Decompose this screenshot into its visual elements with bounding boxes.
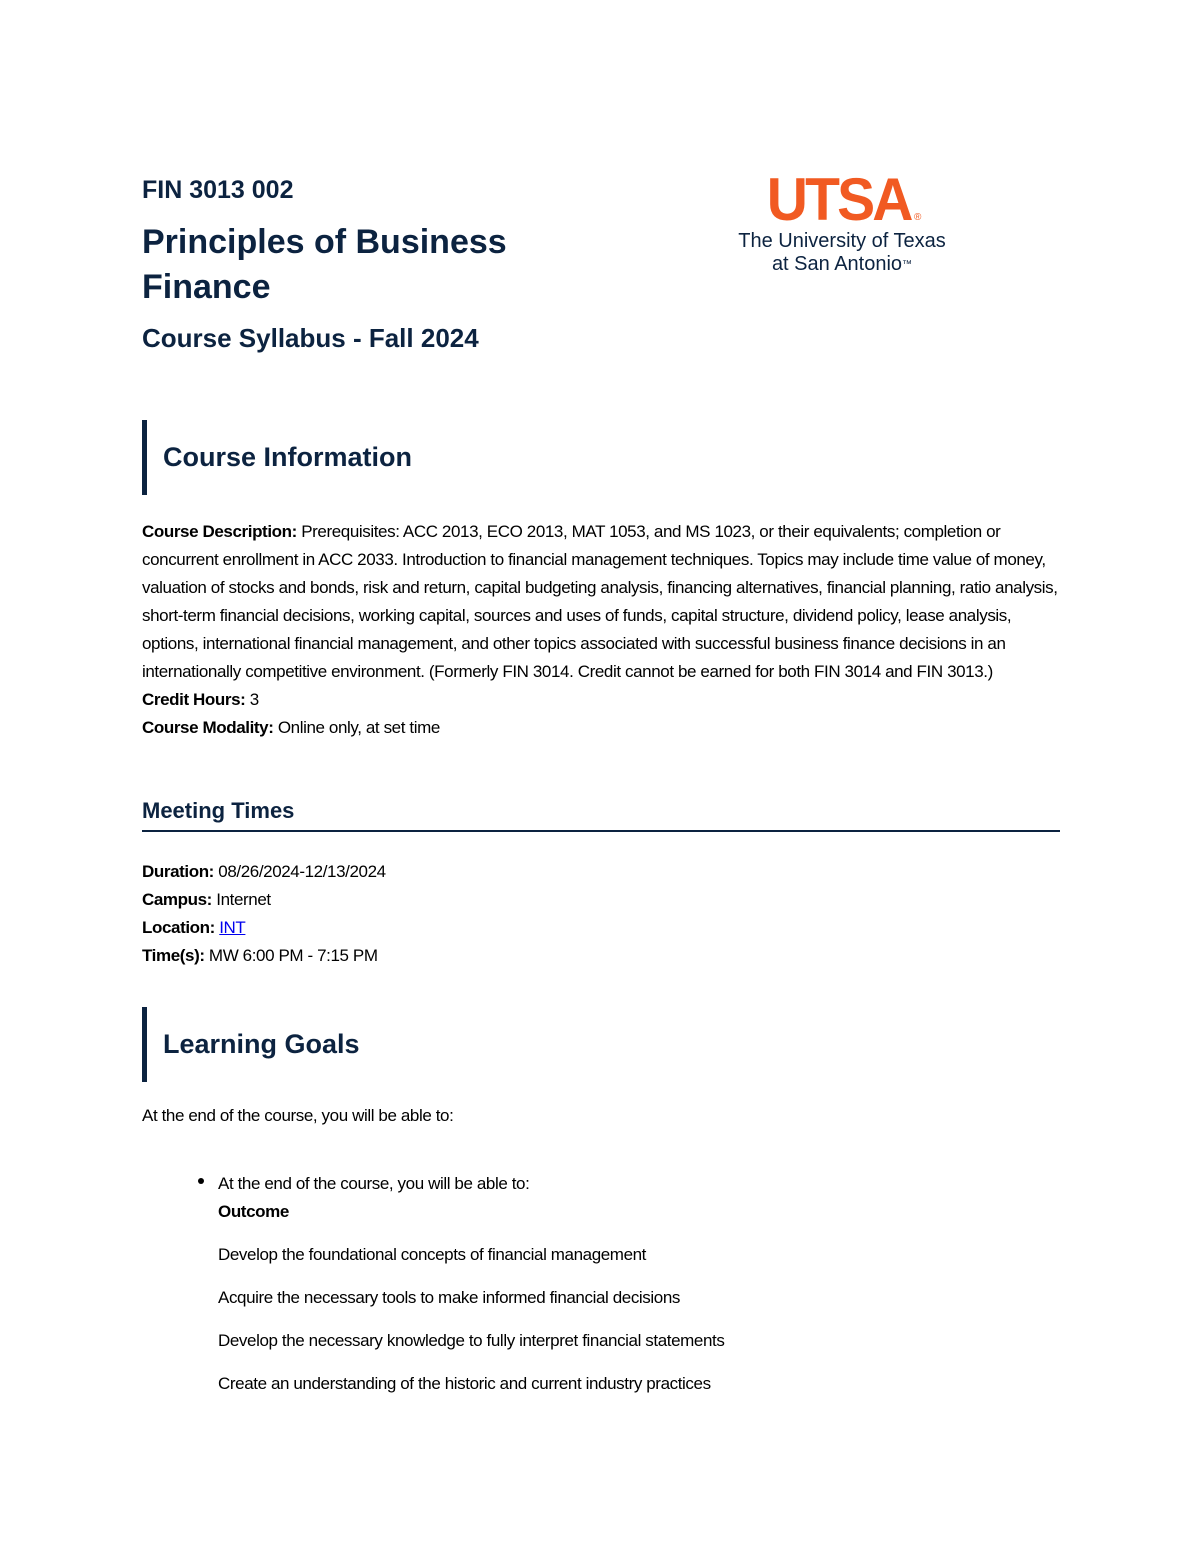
bullet-icon: [198, 1178, 204, 1184]
course-modality-value: Online only, at set time: [273, 718, 440, 737]
course-description-text: Prerequisites: ACC 2013, ECO 2013, MAT 1053, and MS 1023, or their equivalents; completion or concurrent enrollment in ACC 2033. Introduction to financial management techniques. Topics may include time value of money, valuation of stocks and bonds, risk and return, capital budgeting analysis, financing alternatives, financial planning, ratio analysis, short-term financial decisions, working capital, sources and uses of funds, capital structure, dividend policy, lease analysis, options, international financial management, and other topics associated with successful business finance decisions in an internationally competitive environment. (Formerly FIN 3014. Credit cannot be earned for both FIN 3014 and FIN 3013.): [142, 522, 1058, 681]
trademark-mark: ™: [902, 259, 913, 270]
logo-line-2-wrap: [712, 253, 972, 276]
times: [142, 942, 1060, 970]
times-value: MW 6:00 PM - 7:15 PM: [204, 946, 378, 965]
meeting-times-title: Meeting Times: [142, 798, 295, 823]
outcome-item: Create an understanding of the historic and current industry practices: [218, 1374, 711, 1393]
meeting-times-body: [142, 858, 1060, 970]
campus-value: Internet: [211, 890, 271, 909]
syllabus-term: Course Syllabus - Fall 2024: [142, 323, 479, 353]
outcome-item: Develop the necessary knowledge to fully interpret financial statements: [218, 1331, 725, 1350]
list-item: [218, 1170, 1018, 1398]
course-modality-label: Course Modality:: [142, 718, 274, 737]
campus-label: Campus:: [142, 890, 212, 909]
credit-hours: [142, 686, 1060, 714]
outcome-label: Outcome: [218, 1202, 289, 1221]
course-description-label: Course Description:: [142, 522, 297, 541]
location-label: Location:: [142, 918, 215, 937]
course-title: Principles of Business Finance: [142, 223, 507, 306]
times-label: Time(s):: [142, 946, 205, 965]
course-description: [142, 518, 1060, 686]
outcome-item: Develop the foundational concepts of financial management: [218, 1245, 646, 1264]
duration: [142, 858, 1060, 886]
location-link[interactable]: INT: [219, 918, 246, 937]
meeting-times-heading: [142, 798, 1060, 832]
campus: [142, 886, 1060, 914]
credit-hours-label: Credit Hours:: [142, 690, 246, 709]
course-information-title: Course Information: [163, 442, 413, 472]
learning-goals-title: Learning Goals: [163, 1029, 360, 1059]
utsa-logo: [712, 166, 972, 276]
course-information-heading: [142, 420, 412, 495]
course-modality: [142, 714, 1060, 742]
location: [142, 914, 1060, 942]
course-information-body: [142, 518, 1060, 742]
course-code: FIN 3013 002: [142, 176, 294, 204]
duration-label: Duration:: [142, 862, 214, 881]
learning-goals-list: [218, 1170, 1018, 1398]
duration-value: 08/26/2024-12/13/2024: [213, 862, 386, 881]
learning-goals-heading: [142, 1007, 360, 1082]
outcome-item: Acquire the necessary tools to make informed financial decisions: [218, 1288, 680, 1307]
credit-hours-value: 3: [245, 690, 259, 709]
registered-mark: ®: [913, 212, 922, 223]
goal-bullet-text: At the end of the course, you will be able to:: [218, 1174, 530, 1193]
logo-line-1: The University of Texas: [738, 230, 946, 252]
learning-goals-intro: At the end of the course, you will be able to:: [142, 1106, 454, 1125]
logo-line-2: at San Antonio: [771, 253, 903, 275]
utsa-logo-mark: UTSA: [766, 166, 911, 233]
